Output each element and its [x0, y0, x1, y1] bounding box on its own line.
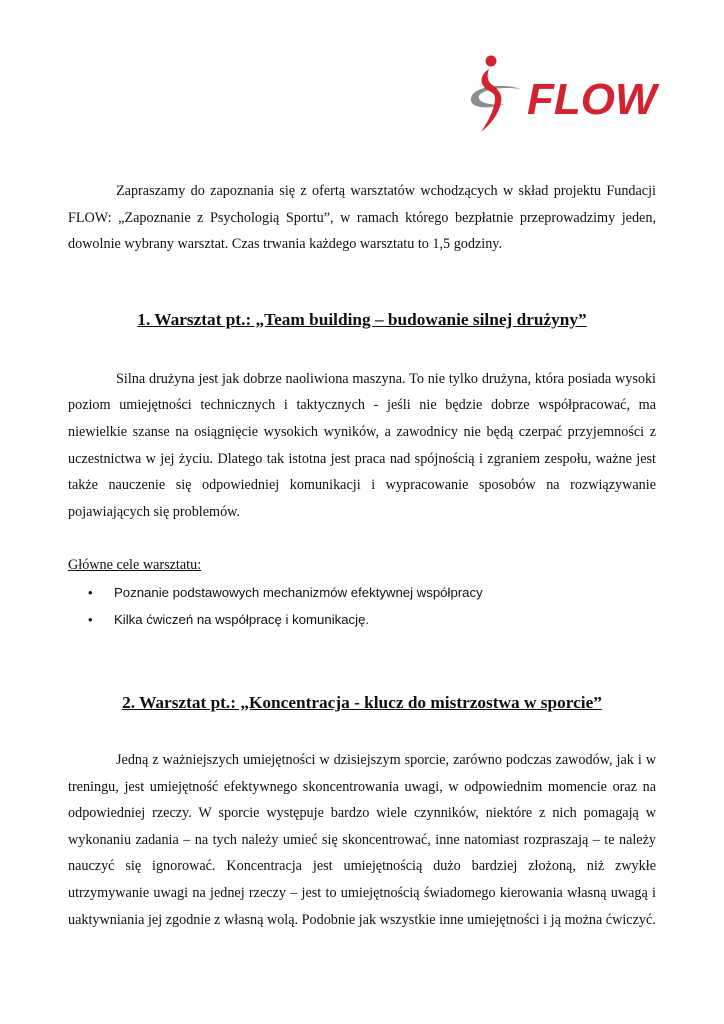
workshop-2-description: Jedną z ważniejszych umiejętności w dzisiejszym sporcie, zarówno podczas zawodów, jak i w treningu, jest umiejętność efektywnego skoncentrowania uwagi, w odpowiednim momencie oraz na odpowiedniej rzeczy. W sporcie występuje bardzo wiele czynników, niektóre z nich pomagają w wykonaniu zadania – na tych należy umieć się skoncentrować, inne natomiast rozpraszają – te należy nauczyć się ignorować. Koncentracja jest umiejętnością dużo bardziej złożoną, niż zwykłe utrzymywanie uwagi na jednej rzeczy – jest to umiejętnością świadomego kierowania własną uwagą i uaktywniania jej zgodnie z własną wolą. Podobnie jak wszystkie inne umiejętności i ją można ćwiczyć.: [68, 751, 656, 928]
workshop-1-description: Silna drużyna jest jak dobrze naoliwiona maszyna. To nie tylko drużyna, która posiada wysoki poziom umiejętności technicznych i taktycznych - jeśli nie będzie dobrze współpracować, ma niewielkie szanse na osiągnięcie wysokich wyników, a zawodnicy nie będą czerpać przyjemności z uczestnictwa w jej życiu. Dlatego tak istotna jest praca nad spójnością i zgraniem zespołu, ważne jest także nauczenie się odpowiedniej komunikacji i wypracowanie sposobów na rozwiązywanie pojawiających się problemów.: [68, 370, 656, 520]
workshop-2-title: 2. Warsztat pt.: „Koncentracja - klucz do mistrzostwa w sporcie”: [122, 692, 602, 712]
goal-text: Kilka ćwiczeń na współpracę i komunikację.: [114, 612, 370, 628]
flow-logo-text: FLOW: [527, 75, 657, 124]
bullet-icon: •: [88, 612, 93, 628]
document-body: [68, 178, 656, 933]
workshop-1-title: 1. Warsztat pt.: „Team building – budowanie silnej drużyny”: [137, 309, 587, 329]
flow-runner-icon: [465, 52, 665, 136]
intro-paragraph: Zapraszamy do zapoznania się z ofertą warsztatów wchodzących w skład projektu Fundacji FLOW: „Zapoznanie z Psychologią Sportu”, w ramach którego bezpłatnie przeprowadzimy jeden, dowolnie wybrany warsztat. Czas trwania każdego warsztatu to 1,5 godziny.: [68, 183, 656, 253]
bullet-icon: •: [88, 584, 93, 600]
flow-logo: [465, 52, 665, 136]
list-item: [68, 579, 656, 607]
goals-heading: Główne cele warsztatu:: [68, 557, 202, 574]
list-item: [68, 606, 656, 634]
goal-text: Poznanie podstawowych mechanizmów efektywnej współpracy: [114, 584, 483, 600]
goals-list: [68, 579, 656, 634]
